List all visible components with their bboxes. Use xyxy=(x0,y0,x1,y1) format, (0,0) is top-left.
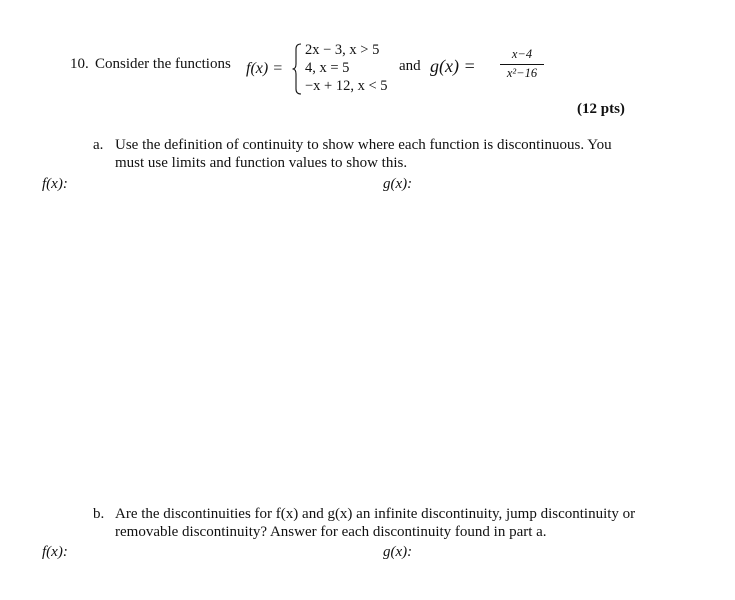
part-a-g-answer-label: g(x): xyxy=(383,176,413,192)
f-case-3: −x + 12, x < 5 xyxy=(305,78,388,94)
part-b-g-answer-label: g(x): xyxy=(383,544,413,560)
part-b-line-2: removable discontinuity? Answer for each discontinuity found in part a. xyxy=(115,524,547,540)
f-case-2: 4, x = 5 xyxy=(305,60,350,76)
part-b-letter: b. xyxy=(93,506,105,522)
and-text: and xyxy=(399,58,421,74)
g-numerator: x−4 xyxy=(511,47,533,61)
fraction-bar xyxy=(500,64,544,65)
g-definition-label: g(x) = xyxy=(430,56,476,76)
f-definition-label: f(x) = xyxy=(246,60,283,77)
f-case-1: 2x − 3, x > 5 xyxy=(305,42,380,58)
part-a-letter: a. xyxy=(93,137,104,153)
g-denominator: x²−16 xyxy=(506,66,538,80)
part-a-line-2: must use limits and function values to show this. xyxy=(115,155,408,171)
problem-intro: Consider the functions xyxy=(95,56,231,72)
part-a-f-answer-label: f(x): xyxy=(42,176,68,192)
part-a-line-1: Use the definition of continuity to show where each function is discontinuous. You xyxy=(115,137,612,153)
points-value: (12 pts) xyxy=(577,101,625,117)
part-b-line-1: Are the discontinuities for f(x) and g(x) an infinite discontinuity, jump discontinuity or xyxy=(115,506,636,522)
part-b-f-answer-label: f(x): xyxy=(42,544,68,560)
cases-brace xyxy=(292,43,302,95)
problem-number: 10. xyxy=(70,56,89,72)
